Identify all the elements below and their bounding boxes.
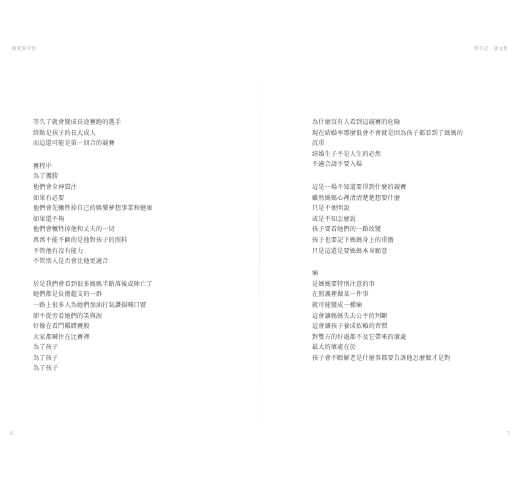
text-line: 是媽媽要特別注意的事	[312, 280, 375, 288]
text-line: 這是一場不知道要得到什麼的競賽	[312, 183, 407, 191]
stanza	[312, 118, 517, 171]
text-line: 孩子也要記下媽媽身上的重擔	[312, 236, 394, 244]
text-line: 他們會犧牲掉他和丈夫的一切	[33, 226, 115, 234]
text-line: 萬萬不能不顧的是他對孩子的照料	[33, 236, 128, 244]
stanza	[312, 183, 517, 257]
text-line: 不適合請不要入場	[312, 161, 363, 169]
text-line: 一路上很多人為她們加油打氣讚揚喊口號	[33, 301, 147, 309]
text-line: 對雙方的好處都不及它帶來的壞處	[312, 333, 407, 341]
text-line: 為了孩子	[33, 344, 59, 352]
text-line: 孩子要看她們的一路改變	[312, 226, 382, 234]
text-line: 而這還可能是第一回合的競賽	[33, 140, 115, 148]
text-line: 好像在看鬥雞賭賽般	[33, 323, 90, 331]
text-line: 為了獲勝	[33, 173, 59, 181]
text-line: 或是不知怎麼說	[312, 215, 357, 223]
text-line: 只是不便明說	[312, 205, 350, 213]
text-line: 不管別人是否會比他更適合	[33, 258, 109, 266]
text-line: 這會讓孩子養成依賴的習慣	[312, 323, 388, 331]
text-line: 卻不從旁看她們的笑與淚	[33, 312, 103, 320]
text-line: 賽程中	[33, 162, 52, 170]
text-line: 如果有必要	[33, 194, 65, 202]
text-line: 結婚生子不是人生的必然	[312, 150, 382, 158]
text-line: 沉重	[312, 140, 325, 148]
text-line: 他們會全神貫注	[33, 183, 78, 191]
text-line: 這會讓媽媽失去公平的判斷	[312, 312, 388, 320]
text-line: 最大的壞處在於	[312, 344, 357, 352]
text-line: 只是這還是要媽媽本身願意	[312, 247, 388, 255]
page-number-right: 7	[507, 432, 510, 437]
text-line: 他們會先犧牲掉自己的娛樂夢想事業和健康	[33, 205, 153, 213]
text-line: 如果還不夠	[33, 215, 65, 223]
stanza	[312, 269, 517, 364]
text-line: 就可能變成一種痛	[312, 301, 363, 309]
running-head-left: 衛愛與可怕	[12, 47, 36, 52]
running-head-right: 對手記 · 譯文集	[474, 47, 508, 52]
text-line: 孩子會不瞭解老是什麼事都要告訴他怎麼做才是對	[312, 354, 451, 362]
text-line: 現在結婚率那麼低會不會就是因為孩子都看到了媽媽的	[312, 129, 464, 137]
text-line: 她們都是負擔超支的一群	[33, 291, 103, 299]
text-line: 大家都喊住在比賽裡	[33, 333, 90, 341]
stanza	[33, 280, 238, 375]
text-line: 在照護裡做某一件事	[312, 291, 369, 299]
text-line: 雖然媽媽心裡清清楚楚想要什麼	[312, 194, 401, 202]
text-line: 於是我們會看到很多媽媽半路落後或陣亡了	[33, 280, 153, 288]
page-number-left: 6	[10, 432, 13, 437]
text-line: 等久了就會變成長途賽跑的選手	[33, 119, 122, 126]
book-gutter	[259, 60, 260, 440]
text-line: 為了孩子	[33, 354, 59, 362]
right-page-text	[312, 118, 517, 364]
left-page-text	[33, 118, 238, 375]
text-line: 終點是孩子的長大成人	[33, 129, 96, 137]
text-line: 為什麼沒有人看到這競賽的危險	[312, 119, 401, 126]
stanza	[33, 118, 238, 150]
text-line: 不管他有沒有能力	[33, 247, 84, 255]
text-line: 為了孩子	[33, 365, 59, 373]
text-line: 痛	[312, 270, 319, 278]
stanza	[33, 162, 238, 268]
